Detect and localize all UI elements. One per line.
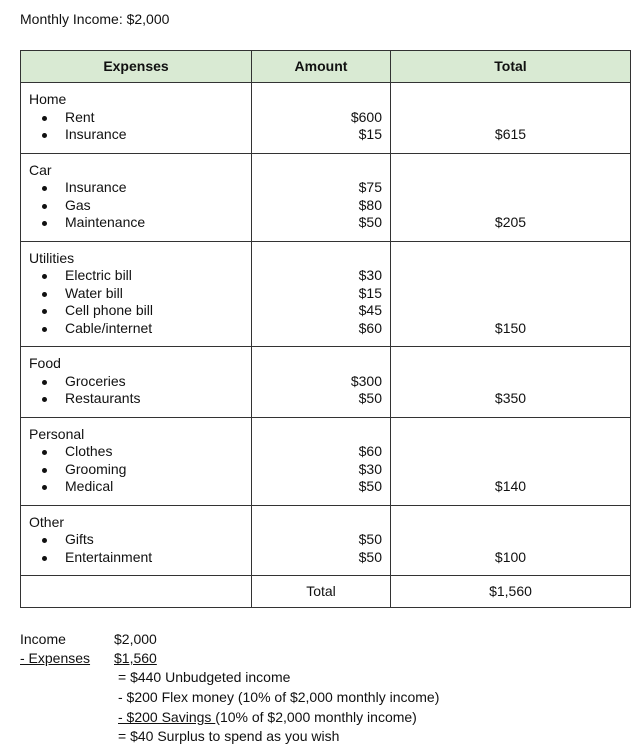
category-total: $205	[494, 214, 527, 230]
total-spacer	[399, 443, 622, 461]
expense-item: Electric bill	[29, 267, 243, 285]
expense-item: Cable/internet	[29, 320, 243, 338]
amount-spacer	[260, 426, 382, 444]
expense-item: Entertainment	[29, 549, 243, 567]
expense-amount: $60	[358, 319, 382, 336]
flex-money-line: - $200 Flex money (10% of $2,000 monthly income)	[118, 689, 440, 705]
amount-cell	[252, 417, 391, 505]
expense-amount: $15	[358, 126, 382, 142]
amount-cell	[252, 505, 391, 576]
amount-spacer	[260, 355, 382, 373]
expense-amount: $30	[358, 460, 382, 477]
savings-amount: - $200 Savings	[118, 709, 216, 725]
expense-amount: $300	[350, 372, 382, 389]
category-row	[21, 241, 631, 347]
expense-item: Clothes	[29, 443, 243, 461]
total-cell	[391, 417, 631, 505]
expense-item: Gifts	[29, 531, 243, 549]
category-total: $150	[494, 319, 527, 336]
amount-spacer	[260, 250, 382, 268]
expense-amount: $50	[358, 531, 382, 547]
total-cell	[391, 241, 631, 347]
expense-item: Medical	[29, 478, 243, 496]
header-expenses: Expenses	[21, 51, 252, 83]
total-spacer	[399, 426, 622, 444]
grand-total: $1,560	[391, 576, 631, 608]
total-spacer	[399, 91, 622, 109]
expense-item: Rent	[29, 109, 243, 127]
expense-amount: $50	[358, 548, 382, 565]
category-cell	[21, 153, 252, 241]
monthly-income-title: Monthly Income: $2,000	[20, 11, 170, 27]
category-row	[21, 347, 631, 418]
expenses-label: - Expenses	[20, 650, 91, 666]
category-total: $140	[494, 478, 527, 494]
total-spacer	[399, 373, 622, 391]
category-total: $100	[494, 548, 527, 565]
total-spacer	[399, 302, 622, 320]
expense-amount: $45	[358, 302, 382, 318]
total-spacer	[399, 162, 622, 180]
total-cell	[391, 505, 631, 576]
expenses-table	[20, 50, 631, 608]
unbudgeted-line: = $440 Unbudgeted income	[118, 669, 291, 685]
total-spacer	[399, 285, 622, 303]
amount-spacer	[260, 91, 382, 109]
category-row	[21, 505, 631, 576]
category-total: $615	[494, 126, 527, 142]
total-spacer	[399, 109, 622, 127]
category-row	[21, 83, 631, 154]
expense-item: Insurance	[29, 126, 243, 144]
total-label: Total	[252, 576, 391, 608]
expense-item: Maintenance	[29, 214, 243, 232]
category-total: $350	[494, 390, 527, 406]
category-row	[21, 153, 631, 241]
expenses-value: $1,560	[114, 650, 157, 666]
category-cell	[21, 241, 252, 347]
table-header-row	[21, 51, 631, 83]
expense-amount: $50	[358, 214, 382, 230]
expense-item: Gas	[29, 197, 243, 215]
total-cell	[391, 153, 631, 241]
savings-note: (10% of $2,000 monthly income)	[215, 709, 417, 725]
category-name: Personal	[29, 425, 85, 442]
expense-item: Grooming	[29, 461, 243, 479]
total-spacer	[399, 267, 622, 285]
total-cell	[391, 83, 631, 154]
category-row	[21, 417, 631, 505]
expense-item: Restaurants	[29, 390, 243, 408]
expense-amount: $15	[358, 284, 382, 301]
total-empty-cell	[21, 576, 252, 608]
expense-amount: $30	[358, 267, 382, 283]
amount-cell	[252, 83, 391, 154]
income-value: $2,000	[114, 631, 157, 647]
category-cell	[21, 417, 252, 505]
total-spacer	[399, 179, 622, 197]
header-amount: Amount	[252, 51, 391, 83]
amount-cell	[252, 347, 391, 418]
category-name: Utilities	[29, 249, 75, 266]
category-name: Food	[29, 355, 61, 371]
total-spacer	[399, 461, 622, 479]
expense-item: Cell phone bill	[29, 302, 243, 320]
category-cell	[21, 347, 252, 418]
amount-spacer	[260, 514, 382, 532]
expense-amount: $80	[358, 196, 382, 213]
amount-cell	[252, 153, 391, 241]
header-total: Total	[391, 51, 631, 83]
expense-item: Insurance	[29, 179, 243, 197]
total-row	[21, 576, 631, 608]
total-spacer	[399, 197, 622, 215]
expense-item: Groceries	[29, 373, 243, 391]
expense-amount: $50	[358, 478, 382, 494]
total-spacer	[399, 250, 622, 268]
expense-amount: $600	[350, 108, 382, 125]
total-spacer	[399, 355, 622, 373]
amount-spacer	[260, 162, 382, 180]
category-name: Other	[29, 513, 65, 530]
total-spacer	[399, 514, 622, 532]
category-name: Home	[29, 91, 67, 107]
total-spacer	[399, 531, 622, 549]
amount-cell	[252, 241, 391, 347]
category-cell	[21, 83, 252, 154]
total-cell	[391, 347, 631, 418]
savings-line	[118, 708, 417, 728]
category-name: Car	[29, 161, 52, 178]
category-cell	[21, 505, 252, 576]
income-label: Income	[20, 631, 66, 647]
surplus-line: = $40 Surplus to spend as you wish	[118, 728, 340, 744]
expense-amount: $60	[358, 443, 382, 459]
expense-amount: $50	[358, 390, 382, 406]
expense-item: Water bill	[29, 285, 243, 303]
expense-amount: $75	[358, 179, 382, 195]
